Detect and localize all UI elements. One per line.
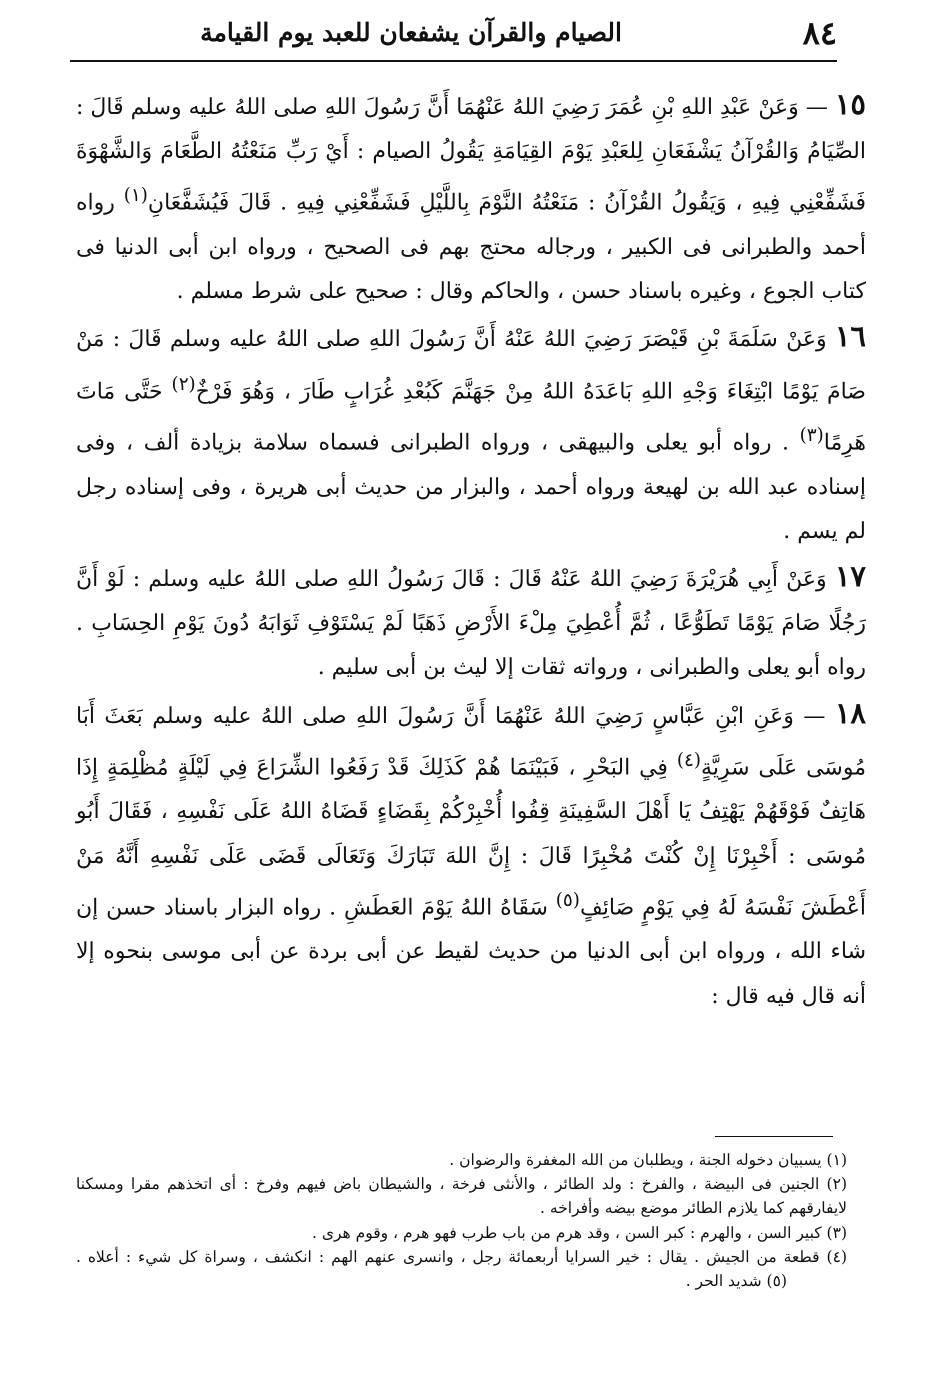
- running-title: الصيام والقرآن يشفعان للعبد يوم القيامة: [200, 18, 622, 47]
- hadith-16: [76, 314, 866, 554]
- main-text: [76, 82, 866, 1019]
- footnote-3: (٣) كبير السن ، والهرم : كبر السن ، وقد هرم من باب طرب فهو هرم ، وقوم هرى .: [311, 1223, 847, 1242]
- hadith-source: رواه أحمد والطبرانى فى الكبير ، ورجاله محتج بهم فى الصحيح ، ورواه ابن أبى الدنيا فى كتاب الجوع ، وغيره باسناد حسن ، والحاكم وقال : صحيح على شرط مسلم .: [76, 190, 866, 305]
- hadith-text: — وَعَنْ عَبْدِ اللهِ بْنِ عُمَرَ رَضِيَ اللهُ عَنْهُمَا أَنَّ رَسُولَ اللهِ صلى اللهُ عليه وسلم قَالَ : الصِّيَامُ وَالقُرْآنُ يَشْفَعَانِ لِلعَبْدِ يَوْمَ القِيَامَةِ يَقُولُ الصيام : أَيْ رَبِّ مَنَعْتُهُ الطَّعَامَ وَالشَّهْوَةَ فَشَفِّعْنِي فِيهِ ، وَيَقُولُ القُرْآنُ : مَنَعْتُهُ النَّوْمَ بِاللَّيْلِ فَشَفِّعْنِي فِيهِ . قَالَ فَيُشَفَّعَانِ: [76, 95, 866, 216]
- footnote-ref: (١): [123, 185, 148, 207]
- header-divider: [70, 60, 837, 62]
- hadith-text: فِي البَحْرِ ، فَبَيْنَمَا هُمْ كَذَلِكَ قَدْ رَفَعُوا الشِّرَاعَ فِي لَيْلَةٍ مُظْلِمَةٍ إِذَا هَاتِفٌ فَوْقَهُمْ يَهْتِفُ يَا أَهْلَ السَّفِينَةِ قِفُوا أُخْبِرْكُمْ بِقَضَاءٍ قَضَاهُ اللهُ عَلَى نَفْسِهِ ، فَقَالَ أَبُو مُوسَى : أَخْبِرْنَا إِنْ كُنْتَ مُخْبِرًا قَالَ : إِنَّ اللهَ تَبَارَكَ وَتَعَالَى قَضَى عَلَى نَفْسِهِ أَنَّهُ مَنْ أَعْطَشَ نَفْسَهُ لَهُ فِي يَوْمٍ صَائِفٍ: [76, 755, 866, 921]
- hadith-text: وَعَنْ أَبِي هُرَيْرَةَ رَضِيَ اللهُ عَنْهُ قَالَ : قَالَ رَسُولُ اللهِ صلى اللهُ عليه وسلم : لَوْ أَنَّ رَجُلًا صَامَ يَوْمًا تَطَوُّعًا ، ثُمَّ أُعْطِيَ مِلْءَ الأَرْضِ ذَهَبًا لَمْ يَسْتَوْفِ ثَوَابَهُ دُونَ يَوْمِ الحِسَابِ .: [76, 567, 866, 637]
- hadith-text: — وَعَنِ ابْنِ عَبَّاسٍ رَضِيَ اللهُ عَنْهُمَا أَنَّ رَسُولَ اللهِ صلى اللهُ عليه وسلم بَعَثَ أَبَا مُوسَى عَلَى سَرِيَّةٍ: [76, 703, 866, 781]
- footnote-ref: (٣): [799, 425, 824, 447]
- hadith-18: [76, 691, 866, 1019]
- hadith-source: . رواه أبو يعلى والبيهقى ، ورواه الطبرانى فسماه سلامة بزيادة ألف ، وفى إسناده عبد الله بن لهيعة ورواه أحمد ، والبزار من حديث أبى هريرة ، وفى إسناده رجل لم يسم .: [76, 430, 866, 544]
- footnote-5: (٥) شديد الحر .: [685, 1272, 787, 1291]
- footnote-2: (٢) الجنين فى البيضة ، والفرخ : ولد الطائر ، والأنثى فرخة ، والشيطان باض فيهم وفرخ : أى اتخذهم مقرا ومسكنا لايفارقهم كما يلازم الطائر موضع بيضه وأفراخه .: [76, 1175, 847, 1218]
- hadith-text: حَتَّى مَاتَ هَرِمًا: [76, 378, 866, 456]
- hadith-number: ١٧: [834, 559, 866, 594]
- page-header: [70, 10, 837, 58]
- hadith-source: رواه البزار باسناد حسن إن شاء الله ، ورواه ابن أبى الدنيا من حديث لقيط عن أبى بردة عن أبى موسى بنحوه إلا أنه قال فيه قال :: [76, 895, 866, 1009]
- hadith-number: ١٥: [834, 87, 866, 121]
- footnote-1: (١) يسبيان دخوله الجنة ، ويطلبان من الله المغفرة والرضوان .: [449, 1151, 847, 1169]
- page-number: ٨٤: [802, 14, 837, 52]
- footnote-ref: (٢): [171, 373, 196, 395]
- hadith-text: وَعَنْ سَلَمَةَ بْنِ قَيْصَرَ رَضِيَ اللهُ عَنْهُ أَنَّ رَسُولَ اللهِ صلى اللهُ عليه وسلم قَالَ : مَنْ صَامَ يَوْمًا ابْتِغَاءَ وَجْهِ اللهِ بَاعَدَهُ اللهُ مِنْ جَهَنَّمَ كَبُعْدِ غُرَابٍ طَارَ ، وَهُوَ فَرْخٌ: [76, 327, 866, 404]
- hadith-text: سَقَاهُ اللهُ يَوْمَ العَطَشِ .: [329, 895, 548, 921]
- hadith-15: [76, 82, 866, 314]
- footnote-ref: (٥): [555, 889, 580, 911]
- footnotes: [76, 1148, 847, 1293]
- footnote-divider: [715, 1136, 833, 1137]
- hadith-17: [76, 554, 866, 691]
- hadith-number: ١٦: [834, 319, 866, 354]
- hadith-number: ١٨: [834, 695, 867, 730]
- hadith-source: رواه أبو يعلى والطبرانى ، ورواته ثقات إلا ليث بن أبى سليم .: [317, 655, 866, 681]
- footnote-4: (٤) قطعة من الجيش . يقال : خير السرايا أربعمائة رجل ، وانسرى عنهم الهم : انكشف ، وسراة كل شيء : أعلاه .: [76, 1247, 847, 1266]
- footnote-ref: (٤): [676, 749, 702, 771]
- footnote-4-5: [76, 1245, 847, 1293]
